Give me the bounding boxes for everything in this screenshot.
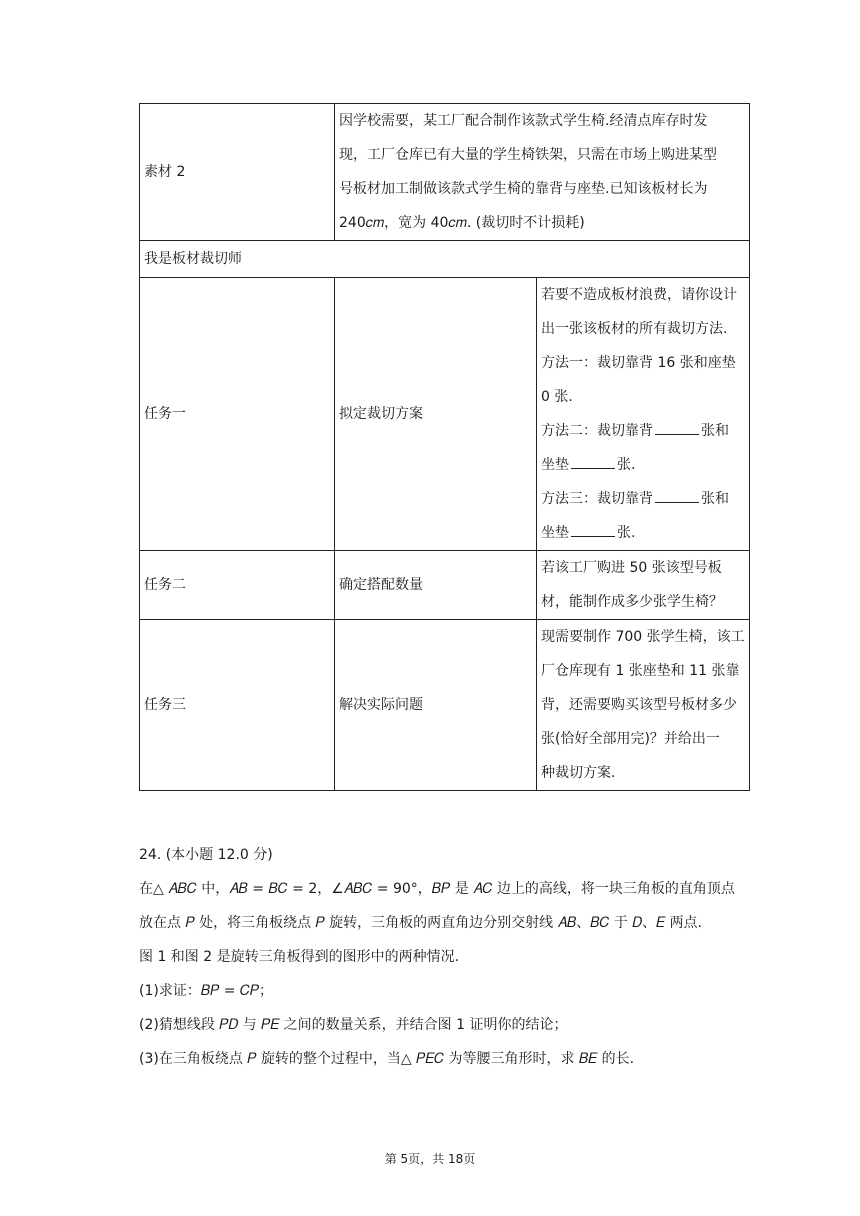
page-footer: 第 5页，共 18页 (384, 1152, 476, 1166)
task1-line: 0 张. (541, 389, 573, 405)
problem-question: (1)求证：𝐵𝑃 = 𝐶𝑃； (139, 983, 274, 999)
material2-line: 号板材加工制做该款式学生椅的靠背与座垫.已知该板材长为 (339, 181, 708, 197)
method2-text-b: 张. (617, 457, 636, 473)
answer-blank[interactable] (655, 414, 699, 435)
material2-label: 素材 2 (140, 104, 335, 241)
method2-text: 方法二：裁切靠背 (541, 423, 653, 439)
material2-line: 240𝑐𝑚，宽为 40𝑐𝑚. (裁切时不计损耗) (339, 215, 585, 231)
answer-blank[interactable] (571, 516, 615, 537)
task3-line: 张(恰好全部用完)？并给出一 (541, 731, 720, 747)
problem-header: 24. (本小题 12.0 分) (139, 847, 273, 863)
answer-blank[interactable] (571, 448, 615, 469)
task2-row (140, 551, 750, 620)
method3-text-b: 张. (617, 525, 636, 541)
task1-row (140, 278, 750, 551)
task2-label: 任务二 (140, 551, 335, 620)
method3-line (541, 482, 745, 516)
method3-text: 方法三：裁切靠背 (541, 491, 653, 507)
task1-name: 拟定裁切方案 (335, 278, 537, 551)
task1-line: 出一张该板材的所有裁切方法. (541, 321, 728, 337)
material2-row (140, 104, 750, 241)
task1-line: 方法一：裁切靠背 16 张和座垫 (541, 355, 736, 371)
task2-name: 确定搭配数量 (335, 551, 537, 620)
task3-line: 现需要制作 700 张学生椅，该工 (541, 629, 745, 645)
task1-content (537, 278, 750, 551)
material2-line: 因学校需要，某工厂配合制作该款式学生椅.经清点库存时发 (339, 113, 708, 129)
method2-line (541, 448, 745, 482)
task1-line: 若要不造成板材浪费，请你设计 (541, 287, 737, 303)
task3-label: 任务三 (140, 620, 335, 791)
task2-line: 若该工厂购进 50 张该型号板 (541, 560, 722, 576)
problem-24 (139, 838, 759, 1076)
task3-row (140, 620, 750, 791)
answer-blank[interactable] (655, 482, 699, 503)
task3-line: 背，还需要购买该型号板材多少 (541, 697, 737, 713)
material2-content (335, 104, 750, 241)
method3-text-b: 张和 (701, 491, 729, 507)
task1-label: 任务一 (140, 278, 335, 551)
problem-question: (3)在三角板绕点 𝑃 旋转的整个过程中，当△ 𝑃𝐸𝐶 为等腰三角形时，求 𝐵𝐸 的长. (139, 1051, 635, 1067)
method3-text: 坐垫 (541, 525, 569, 541)
task2-content (537, 551, 750, 620)
problem-line: 放在点 𝑃 处，将三角板绕点 𝑃 旋转，三角板的两直角边分别交射线 𝐴𝐵、𝐵𝐶 于 𝐷、𝐸 两点. (139, 915, 702, 931)
task3-name: 解决实际问题 (335, 620, 537, 791)
material2-line: 现，工厂仓库已有大量的学生椅铁架，只需在市场上购进某型 (339, 147, 717, 163)
problem-line: 图 1 和图 2 是旋转三角板得到的图形中的两种情况. (139, 949, 460, 965)
task3-line: 厂仓库现有 1 张座垫和 11 张靠 (541, 663, 740, 679)
task3-line: 种裁切方案. (541, 765, 616, 781)
method2-text: 坐垫 (541, 457, 569, 473)
method3-line (541, 516, 745, 550)
method2-line (541, 414, 745, 448)
task2-line: 材，能制作成多少张学生椅？ (541, 594, 723, 610)
task3-content (537, 620, 750, 791)
section-title: 我是板材裁切师 (140, 241, 750, 278)
materials-table (139, 103, 750, 791)
method2-text-b: 张和 (701, 423, 729, 439)
problem-line: 在△ 𝐴𝐵𝐶 中，𝐴𝐵 = 𝐵𝐶 = 2，∠𝐴𝐵𝐶 = 90°，𝐵𝑃 是 𝐴𝐶 边上的高线，将一块三角板的直角顶点 (139, 881, 735, 897)
section-title-row (140, 241, 750, 278)
problem-question: (2)猜想线段 𝑃𝐷 与 𝑃𝐸 之间的数量关系，并结合图 1 证明你的结论； (139, 1017, 568, 1033)
